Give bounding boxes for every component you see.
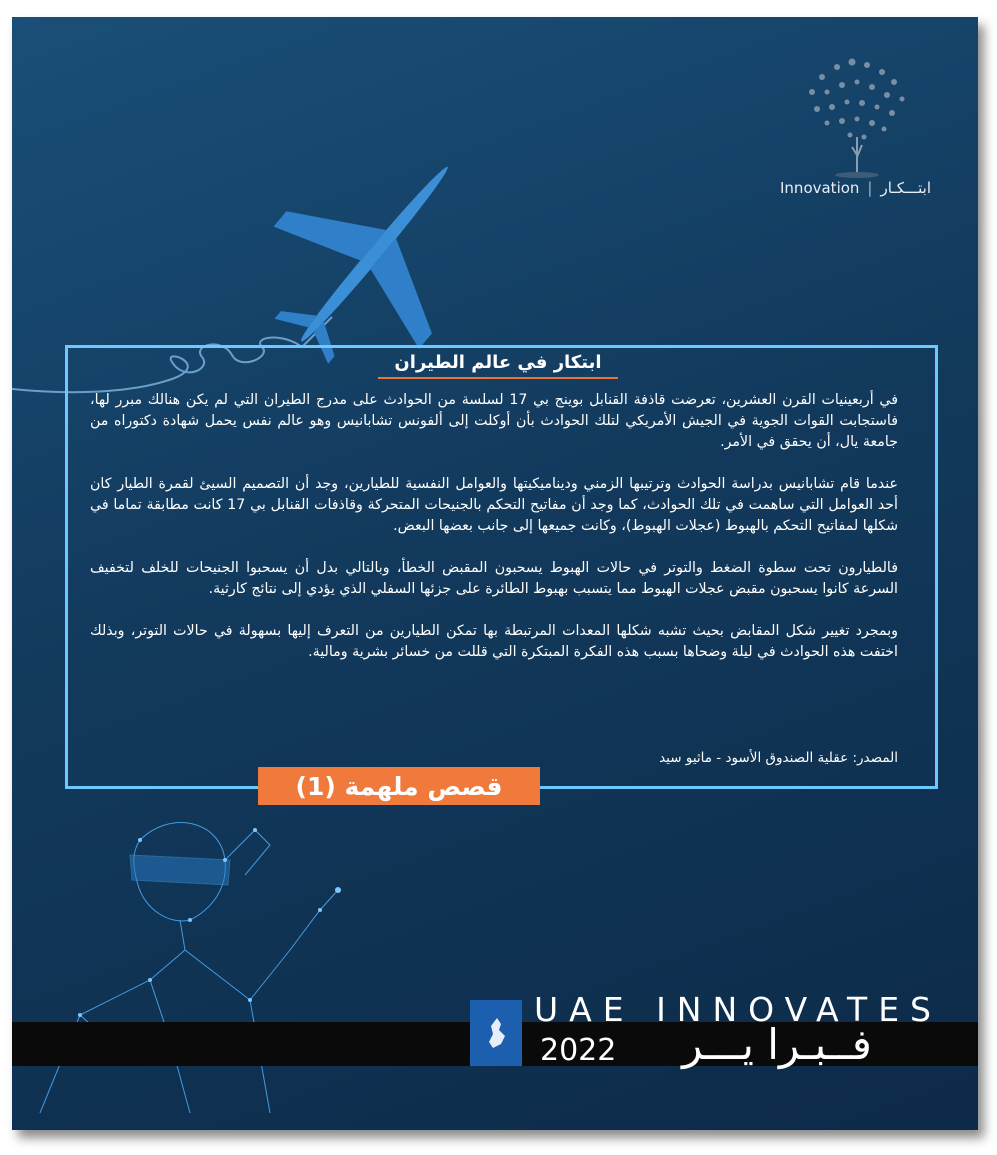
- footer-month: فــبـرا يـــر: [682, 1020, 872, 1069]
- article-paragraph: عندما قام تشابانيس بدراسة الحوادث وترتيبها الزمني وديناميكيتها والعوامل النفسية للطيارين، وجد أن التصميم السيئ لقمرة الطيار كان أحد العوامل التي ساهمت في تلك الحوادث، كما وجد أن مفاتيح التحكم بالجنيحات المتحركة وقاذفات القنابل بي 17 كانت مطابقة تماما في شكلها لمفاتيح التحكم بالهبوط (عجلات الهبوط)، وكانت جميعها إلى جانب بعضها البعض.: [90, 476, 898, 534]
- brand-label: [780, 179, 960, 197]
- article-source: المصدر: عقلية الصندوق الأسود - ماثيو سيد: [659, 750, 898, 766]
- article-paragraph: فالطيارون تحت سطوة الضغط والتوتر في حالات الهبوط يسحبون المقبض الخطأ، وبالتالي بدل أن يسحبوا الجنيحات للخلف لتخفيف السرعة كانوا يسحبون مقبض عجلات الهبوط مما يتسبب بهبوط الطائرة على جزئها السفلي الذي يؤدي إلى نتائج كارثية.: [90, 560, 898, 597]
- vr-person-icon: [20, 800, 360, 1113]
- article-title: ابتكار في عالم الطيران: [378, 352, 618, 379]
- article-body: [90, 390, 898, 684]
- brand-english: Innovation: [780, 179, 860, 197]
- footer-year: 2022: [540, 1033, 617, 1068]
- brain-tree-icon: [782, 37, 932, 187]
- brand-arabic: ابتـــكـار: [880, 179, 932, 197]
- uae-innovates-title: UAE INNOVATES: [534, 990, 942, 1029]
- article-paragraph: وبمجرد تغيير شكل المقابض بحيث تشبه شكلها المعدات المرتبطة بها تمكن الطيارين من التعرف إليها بسهولة في حالات التوتر، وبذلك اختفت هذه الحوادث في ليلة وضحاها بسبب هذه الفكرة المبتكرة التي قللت من خسائر بشرية ومالية.: [90, 623, 898, 660]
- brand-separator: |: [867, 179, 873, 197]
- article-paragraph: في أربعينيات القرن العشرين، تعرضت قاذفة القنابل بوينج بي 17 لسلسة من الحوادث على مدرج الطيران التي لم يكن هنالك مبرر لها، فاستجابت القوات الجوية في الجيش الأمريكي لتلك الحوادث بأن أوكلت إلى ألفونس تشابانيس وهو عالم نفس يحمل شهادة دكتوراه من جامعة يال، أن يحقق في الأمر.: [90, 392, 898, 450]
- uae-innovates-logo: [470, 1000, 522, 1066]
- uae-map-icon: [483, 1016, 509, 1050]
- inspiring-stories-badge: قصص ملهمة (1): [258, 767, 540, 805]
